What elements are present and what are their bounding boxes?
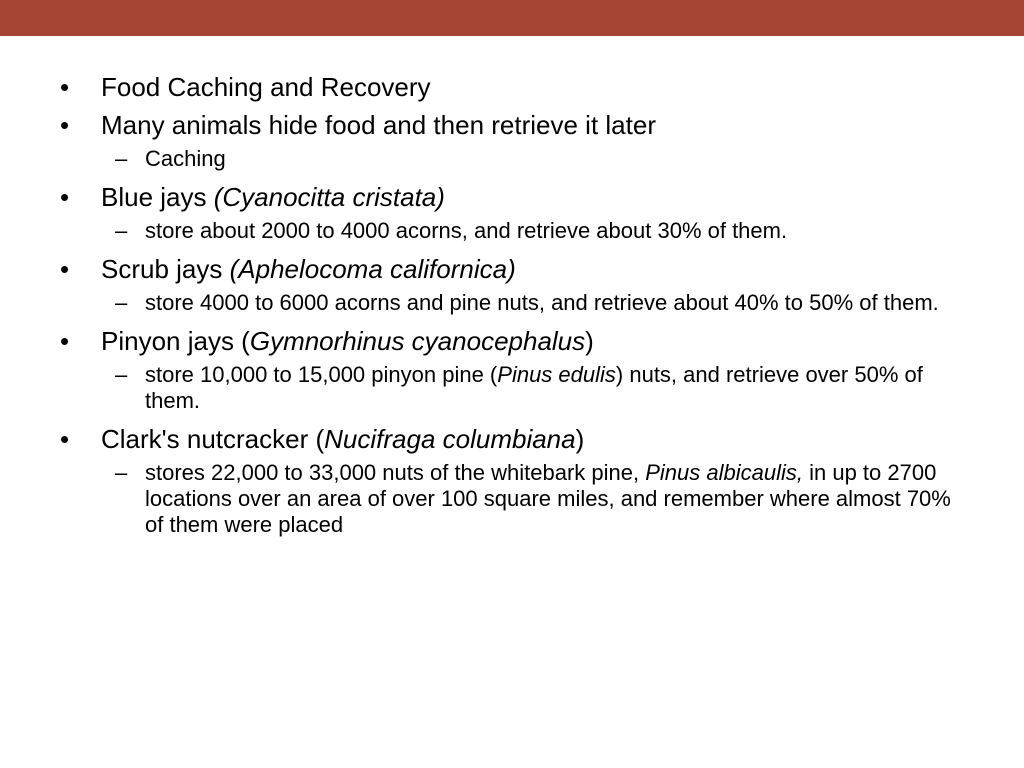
- bullet-text: Scrub jays: [101, 254, 230, 284]
- bullet-icon: •: [60, 424, 70, 454]
- bullet-item: [0, 322, 1024, 360]
- sub-bullet-text: store 4000 to 6000 acorns and pine nuts, and retrieve about 40% to 50% of them.: [145, 290, 939, 315]
- header-bar: [0, 0, 1024, 36]
- bullet-icon: •: [60, 254, 70, 284]
- bullet-text: Blue jays: [101, 182, 214, 212]
- sub-bullet-item: [0, 146, 1024, 172]
- sub-bullet-text: store about 2000 to 4000 acorns, and retrieve about 30% of them.: [145, 218, 788, 243]
- bullet-text: Clark's nutcracker (: [101, 424, 325, 454]
- sub-bullet-text: stores 22,000 to 33,000 nuts of the whitebark pine,: [145, 460, 646, 485]
- bullet-item: [0, 250, 1024, 288]
- sub-bullet-text-end: in up to 2700 locations over an area of over 100 square miles, and remember where almost 70% of them were placed: [145, 460, 951, 537]
- dash-icon: –: [115, 460, 128, 485]
- sub-bullet-text: Caching: [145, 146, 226, 171]
- species-name: Pinus edulis: [497, 362, 616, 387]
- dash-icon: –: [115, 290, 128, 315]
- sub-bullet-item: [0, 290, 1024, 316]
- sub-bullet-item: [0, 460, 1024, 538]
- sub-bullet-item: [0, 218, 1024, 244]
- bullet-icon: •: [60, 72, 70, 102]
- dash-icon: –: [115, 146, 128, 171]
- bullet-text: Pinyon jays (: [101, 326, 250, 356]
- sub-bullet-text: store 10,000 to 15,000 pinyon pine (: [145, 362, 498, 387]
- bullet-item: [0, 420, 1024, 458]
- species-name: (Aphelocoma californica): [229, 254, 516, 284]
- species-name: (Cyanocitta cristata): [213, 182, 445, 212]
- bullet-icon: •: [60, 110, 70, 140]
- dash-icon: –: [115, 218, 128, 243]
- species-name: Pinus albicaulis,: [645, 460, 803, 485]
- bullet-icon: •: [60, 182, 70, 212]
- bullet-text: Many animals hide food and then retrieve it later: [101, 110, 656, 140]
- bullet-text-close: ): [575, 424, 585, 454]
- sub-bullet-item: [0, 362, 1024, 414]
- bullet-item: [0, 68, 1024, 106]
- bullet-text: Food Caching and Recovery: [101, 72, 431, 102]
- bullet-item: [0, 106, 1024, 144]
- species-name: Gymnorhinus cyanocephalus: [249, 326, 586, 356]
- bullet-item: [0, 178, 1024, 216]
- bullet-text-close: ): [585, 326, 594, 356]
- bullet-list: [0, 68, 1024, 538]
- sub-bullet-text-end: ) nuts, and retrieve over 50% of them.: [145, 362, 923, 413]
- species-name: Nucifraga columbiana: [324, 424, 576, 454]
- dash-icon: –: [115, 362, 128, 387]
- bullet-icon: •: [60, 326, 70, 356]
